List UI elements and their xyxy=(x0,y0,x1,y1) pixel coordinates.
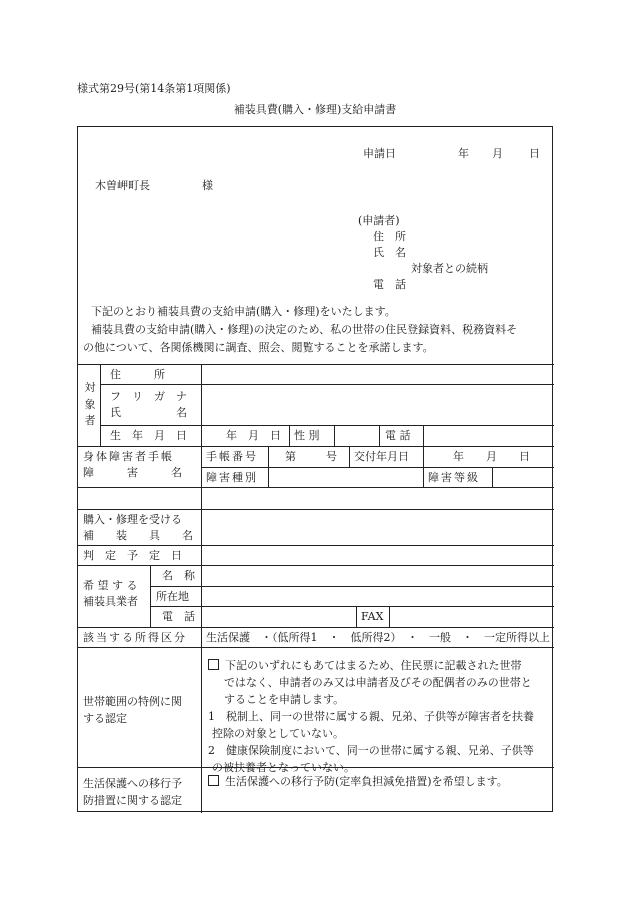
subject-char-1: 対 xyxy=(84,381,96,394)
issued-date-label: 交付年月日 xyxy=(354,450,409,463)
handbook-number-suffix: 号 xyxy=(326,450,337,463)
household-exception-line-1: 下記のいずれにもあてはまるため、住民票に記載された世帯 xyxy=(208,657,522,674)
vendor-label-1: 希 望 す る xyxy=(83,579,138,592)
applicant-label: (申請者) xyxy=(358,214,400,227)
subject-char-2: 象 xyxy=(84,398,96,411)
vendor-phone-label: 電 話 xyxy=(162,610,195,623)
handbook-number-label: 手帳番号 xyxy=(206,450,258,463)
handbook-label: 身体障害者手帳 xyxy=(83,450,174,463)
fax-label: FAX xyxy=(361,610,384,623)
welfare-prevention-label-1: 生活保護への移行予 xyxy=(83,777,182,790)
birth-date-units: 年 月 日 xyxy=(226,429,281,442)
household-exception-line-3: することを申請します。 xyxy=(224,693,345,706)
subject-furigana-label: フ リ ガ ナ xyxy=(110,390,187,403)
vendor-label-2: 補装具業者 xyxy=(83,595,138,608)
subject-birth-label: 生 年 月 日 xyxy=(110,429,187,442)
household-exception-condition-1: 1 税制上、同一の世帯に属する親、兄弟、子供等が障害者を扶養 xyxy=(208,710,534,723)
handbook-number-prefix: 第 xyxy=(285,450,296,463)
household-exception-label-1: 世帯範囲の特例に関 xyxy=(83,695,182,708)
subject-name-label: 氏 名 xyxy=(110,406,187,419)
date-day: 日 xyxy=(529,147,540,160)
household-exception-condition-1-cont: 控除の対象としていない。 xyxy=(212,727,344,740)
welfare-prevention-option: 生活保護への移行予防(定率負担減免措置)を希望します。 xyxy=(208,773,508,790)
household-exception-condition-2: 2 健康保険制度において、同一の世帯に属する親、兄弟、子供等 xyxy=(208,744,534,757)
subject-phone-label: 電 話 xyxy=(385,429,411,442)
issued-date-units: 年 月 日 xyxy=(453,450,530,463)
applicant-address-label: 住 所 xyxy=(373,230,406,243)
mayor-honorific: 様 xyxy=(202,179,213,192)
form-number: 様式第29号(第14条第1項関係) xyxy=(77,82,231,95)
household-exception-label-2: する認定 xyxy=(83,712,127,725)
disability-grade-label: 障害等級 xyxy=(428,471,480,484)
sex-label: 性 別 xyxy=(294,429,320,442)
welfare-prevention-checkbox[interactable] xyxy=(208,775,219,786)
applicant-phone-label: 電 話 xyxy=(373,278,406,291)
device-label-2: 補 装 具 名 xyxy=(83,529,193,542)
intro-line-1: 下記のとおり補装具費の支給申請(購入・修理)をいたします。 xyxy=(91,305,396,318)
income-category-label: 該当する所得区分 xyxy=(83,631,187,644)
device-label-1: 購入・修理を受ける xyxy=(83,513,182,526)
disability-name-label: 障 害 名 xyxy=(83,466,182,479)
applicant-relation-label: 対象者との続柄 xyxy=(411,262,488,275)
date-label: 申請日 xyxy=(363,147,396,160)
income-category-options: 生活保護 ・（低所得1 ・ 低所得2） ・ 一般 ・ 一定所得以上 xyxy=(206,631,550,644)
mayor-title: 木曽岬町長 xyxy=(95,179,150,192)
applicant-name-label: 氏 名 xyxy=(373,246,406,259)
vendor-address-label: 所在地 xyxy=(156,590,189,603)
subject-char-3: 者 xyxy=(84,414,96,427)
welfare-prevention-label-2: 防措置に関する認定 xyxy=(83,794,182,807)
household-exception-condition-2-cont: の被扶養者となっていない。 xyxy=(212,761,355,774)
application-form xyxy=(77,126,553,812)
household-exception-checkbox[interactable] xyxy=(208,659,219,670)
vendor-name-label: 名 称 xyxy=(162,569,195,582)
date-month: 月 xyxy=(492,147,503,160)
intro-line-3: の他について、各関係機関に調査、照会、閲覧することを承諾します。 xyxy=(83,341,434,354)
subject-address-label: 住 所 xyxy=(110,368,165,381)
intro-line-2: 補装具費の支給申請(購入・修理)の決定のため、私の世帯の住民登録資料、税務資料そ xyxy=(91,323,518,336)
household-exception-line-2: ではなく、申請者のみ又は申請者及びその配偶者のみの世帯と xyxy=(224,676,532,689)
judgement-date-label: 判 定 予 定 日 xyxy=(83,549,182,562)
form-title: 補装具費(購入・修理)支給申請書 xyxy=(233,103,397,116)
disability-type-label: 障害種別 xyxy=(206,471,258,484)
date-year: 年 xyxy=(458,147,469,160)
